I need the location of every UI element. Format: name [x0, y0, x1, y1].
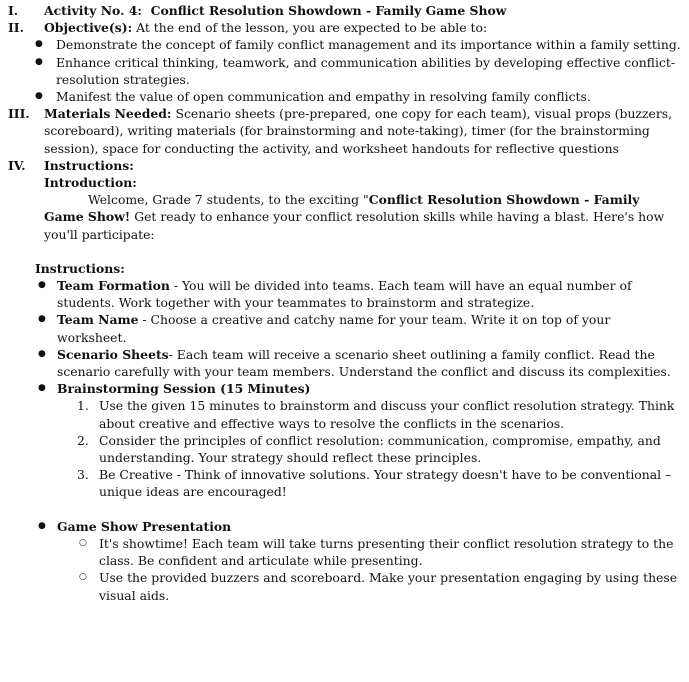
materials-label: Materials Needed: — [44, 106, 172, 122]
step-text: Use the given 15 minutes to brainstorm and discuss your conflict resolution strategy. Think about creative and effective ways to resolve the conflicts in the scenarios. — [99, 398, 675, 431]
item-title: Team Name — [57, 312, 139, 328]
step-number: 1. — [77, 398, 89, 414]
objectives-lead: At the end of the lesson, you are expected to be able to: — [136, 20, 488, 36]
step-text: Be Creative - Think of innovative solutions. Your strategy doesn't have to be conventional – unique ideas are encouraged! — [99, 467, 672, 500]
activity-title: Conflict Resolution Showdown - Family Game Show — [150, 3, 507, 18]
item-title: Team Formation — [57, 278, 170, 294]
item-title: Brainstorming Session (15 Minutes) — [57, 381, 311, 397]
step-number: 3. — [77, 467, 89, 483]
presentation-subitems — [8, 535, 681, 604]
list-item — [77, 397, 681, 431]
list-item: ○ Use the provided buzzers and scoreboard. Make your presentation engaging by using these visual aids. — [99, 569, 681, 603]
brainstorm-steps — [8, 397, 681, 500]
activity-label: Activity No. 4: — [44, 3, 142, 18]
item-text: - You will be divided into teams. Each team will have an equal number of students. Work together with your teammates to brainstorm and strategize. — [57, 278, 632, 311]
materials-text: Scenario sheets (pre-prepared, one copy for each team), visual props (buzzers, scoreboard), writing materials (for brainstorming and note-taking), timer (for the brainstorming session), space for conducting the activity, and worksheet handouts for reflective questions — [44, 106, 673, 156]
section-number: I. — [8, 3, 19, 18]
list-item — [57, 311, 681, 345]
introduction-paragraph — [8, 191, 681, 243]
item-title: Scenario Sheets — [57, 346, 169, 362]
list-item — [77, 466, 681, 500]
list-item — [57, 346, 681, 380]
item-text: - Each team will receive a scenario sheet outlining a family conflict. Read the scenario carefully with your team members. Understand the conflict and discuss its complexities. — [57, 346, 671, 380]
section-activity — [8, 2, 681, 19]
list-item: ● Demonstrate the concept of family conflict management and its importance within a family setting. — [56, 36, 681, 53]
section-materials — [8, 105, 681, 157]
intro-text-pre: Welcome, Grade 7 students, to the exciting " — [88, 192, 369, 208]
list-item: ○ It's showtime! Each team will take turns presenting their conflict resolution strategy to the class. Be confident and articulate while presenting. — [99, 535, 681, 569]
list-item — [57, 277, 681, 311]
introduction-heading: Introduction: — [44, 175, 137, 191]
section-number: III. — [8, 106, 30, 122]
list-item — [77, 432, 681, 466]
list-item: ● Enhance critical thinking, teamwork, and communication abilities by developing effective conflict-resolution strategies. — [56, 54, 681, 88]
section-number: IV. — [8, 157, 26, 173]
intro-text-post: Get ready to enhance your conflict resolution skills while having a blast. Here's how you'll participate: — [44, 209, 665, 242]
section-instructions — [8, 157, 681, 174]
item-text: - Choose a creative and catchy name for your team. Write it on top of your worksheet. — [57, 312, 611, 345]
instructions-heading: Instructions: — [35, 260, 125, 276]
list-item — [57, 380, 681, 397]
list-item: ● Game Show Presentation — [57, 518, 681, 535]
instructions-label: Instructions: — [44, 157, 134, 173]
objectives-list — [8, 36, 681, 105]
section-objectives — [8, 19, 681, 36]
instructions-list — [8, 277, 681, 397]
step-text: Consider the principles of conflict resolution: communication, compromise, empathy, and understanding. Your strategy should reflect these principles. — [99, 432, 661, 466]
list-item: ● Manifest the value of open communication and empathy in resolving family conflicts. — [56, 88, 681, 105]
section-number: II. — [8, 20, 24, 36]
intro-text-bold: Conflict Resolution Showdown - Family Game Show! — [44, 192, 640, 225]
objectives-label: Objective(s): — [44, 20, 133, 36]
presentation-list — [8, 518, 681, 535]
step-number: 2. — [77, 432, 89, 448]
